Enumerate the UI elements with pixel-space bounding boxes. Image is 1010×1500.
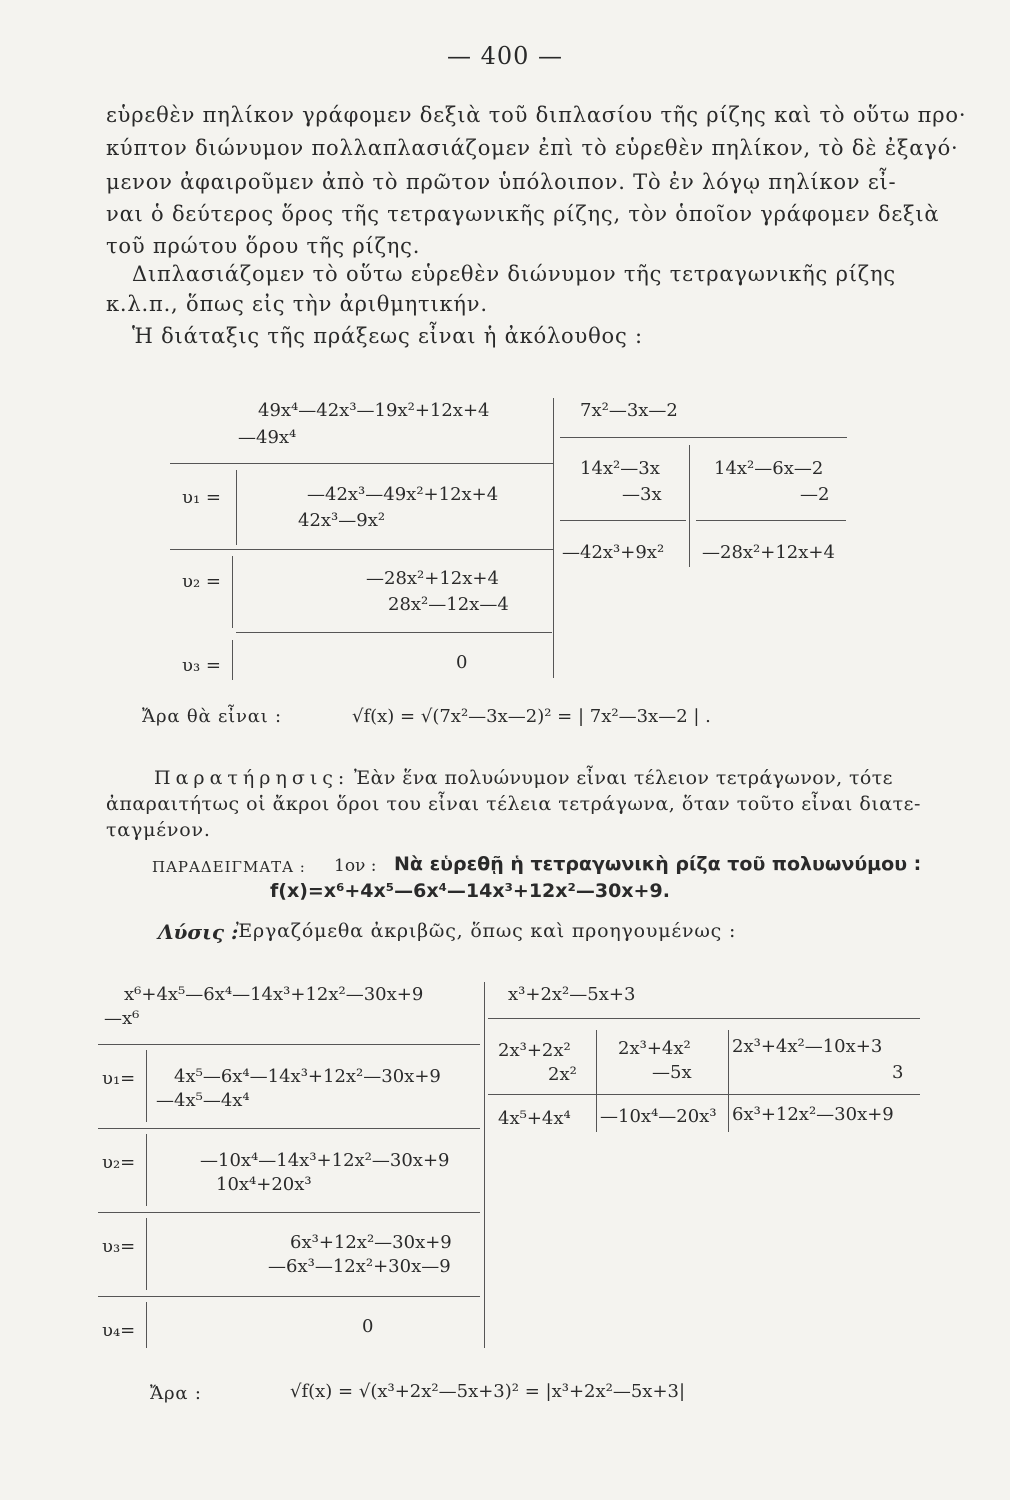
- scheme1-col1-b: —3x: [622, 484, 662, 505]
- remainder-label-3: υ₃=: [102, 1236, 136, 1257]
- intro-line-3: μενον ἀφαιροῦμεν ἀπὸ τὸ πρῶτον ὑπόλοιπον. Τὸ ἐν λόγῳ πηλίκον εἶ-: [106, 170, 897, 194]
- scheme2-sub-2: 10x⁴+20x³: [216, 1174, 312, 1195]
- scheme1-conclusion: √f(x) = √(7x²—3x—2)² = | 7x²—3x—2 | .: [352, 706, 711, 727]
- rule: [560, 520, 686, 521]
- scheme1-sub-2: 28x²—12x—4: [388, 594, 509, 615]
- scheme2-remainder-3: 6x³+12x²—30x+9: [290, 1232, 452, 1253]
- rule: [146, 1134, 147, 1206]
- rule: [98, 1212, 480, 1213]
- rule: [728, 1030, 729, 1132]
- scheme1-col2-c: —28x²+12x+4: [702, 542, 835, 563]
- rule: [98, 1044, 480, 1045]
- scheme2-remainder-1: 4x⁵—6x⁴—14x³+12x²—30x+9: [174, 1066, 441, 1087]
- scheme1-remainder-2: —28x²+12x+4: [366, 568, 499, 589]
- scheme2-conclusion: √f(x) = √(x³+2x²—5x+3)² = |x³+2x²—5x+3|: [290, 1381, 686, 1402]
- scheme2-poly: x⁶+4x⁵—6x⁴—14x³+12x²—30x+9: [124, 984, 424, 1005]
- scheme1-col2-b: —2: [800, 484, 830, 505]
- rule: [170, 463, 553, 464]
- remainder-label-2: υ₂=: [102, 1152, 136, 1173]
- intro-line-7: κ.λ.π., ὅπως εἰς τὴν ἀριθμητικήν.: [106, 292, 488, 316]
- remainder-label-4: υ₄=: [102, 1320, 136, 1341]
- note-line-2: ἀπαραιτήτως οἱ ἄκροι ὅροι του εἶναι τέλεια τετράγωνα, ὅταν τοῦτο εἶναι διατε-: [106, 793, 921, 815]
- example-formula: f(x)=x⁶+4x⁵—6x⁴—14x³+12x²—30x+9.: [270, 880, 670, 902]
- page-number: — 400 —: [446, 42, 564, 70]
- rule: [146, 1302, 147, 1348]
- scheme1-root: 7x²—3x—2: [580, 400, 678, 421]
- scheme1-sub-1: 42x³—9x²: [298, 510, 386, 531]
- rule: [696, 520, 846, 521]
- rule: [170, 549, 553, 550]
- rule: [236, 632, 552, 633]
- rule: [232, 640, 233, 680]
- scheme2-col1-a: 2x³+2x²: [498, 1040, 571, 1061]
- intro-line-5: τοῦ πρώτου ὅρου τῆς ρίζης.: [106, 234, 421, 258]
- scheme2-col2-a: 2x³+4x²: [618, 1038, 691, 1059]
- intro-line-1: εὑρεθὲν πηλίκον γράφομεν δεξιὰ τοῦ διπλασίου τῆς ρίζης καὶ τὸ οὕτω προ·: [106, 103, 967, 127]
- remainder-label-1: υ₁=: [102, 1068, 136, 1089]
- remainder-label-3: υ₃ =: [182, 655, 221, 676]
- scheme1-col1-c: —42x³+9x²: [562, 542, 665, 563]
- scheme2-sub-3: —6x³—12x²+30x—9: [268, 1256, 451, 1277]
- scheme1-col2-a: 14x²—6x—2: [714, 458, 824, 479]
- scheme2-remainder-4: 0: [362, 1316, 374, 1337]
- solution-label: Λύσις :: [158, 920, 239, 944]
- scheme1-conclusion-label: Ἄρα θὰ εἶναι :: [142, 706, 282, 727]
- scheme1-remainder-3: 0: [456, 652, 468, 673]
- remainder-label-2: υ₂ =: [182, 571, 221, 592]
- note-line-3: ταγμένον.: [106, 819, 211, 841]
- rule: [232, 556, 233, 628]
- scheme2-sub-1: —4x⁵—4x⁴: [156, 1090, 250, 1111]
- scheme1-poly: 49x⁴—42x³—19x²+12x+4: [258, 400, 490, 421]
- scheme2-sub0: —x⁶: [104, 1008, 140, 1029]
- example-number: 1ον :: [334, 856, 377, 876]
- scheme1-col1-a: 14x²—3x: [580, 458, 660, 479]
- intro-line-8: Ἡ διάταξις τῆς πράξεως εἶναι ἡ ἀκόλουθος :: [132, 324, 643, 348]
- scheme2-root: x³+2x²—5x+3: [508, 984, 636, 1005]
- scheme1-sub0: —49x⁴: [238, 427, 297, 448]
- scheme2-col3-b: 3: [892, 1062, 904, 1083]
- scheme2-col1-b: 2x²: [548, 1064, 577, 1085]
- scheme2-remainder-2: —10x⁴—14x³+12x²—30x+9: [200, 1150, 450, 1171]
- scheme2-col3-c: 6x³+12x²—30x+9: [732, 1104, 894, 1125]
- scheme2-col2-b: —5x: [652, 1062, 692, 1083]
- remainder-label-1: υ₁ =: [182, 487, 221, 508]
- rule: [488, 1018, 920, 1019]
- rule: [596, 1030, 597, 1132]
- scheme1-remainder-1: —42x³—49x²+12x+4: [307, 484, 499, 505]
- solution-text: Ἐργαζόμεθα ἀκριβῶς, ὅπως καὶ προηγουμένως :: [236, 920, 737, 942]
- rule: [236, 470, 237, 545]
- rule: [689, 445, 690, 567]
- scheme2-conclusion-label: Ἄρα :: [150, 1383, 202, 1404]
- intro-line-2: κύπτον διώνυμον πολλαπλασιάζομεν ἐπὶ τὸ εὑρεθὲν πηλίκον, τὸ δὲ ἐξαγό·: [106, 136, 959, 160]
- intro-line-4: ναι ὁ δεύτερος ὅρος τῆς τετραγωνικῆς ρίζης, τὸν ὁποῖον γράφομεν δεξιὰ: [106, 202, 940, 226]
- example-label: ΠΑΡΑΔΕΙΓΜΑΤΑ :: [152, 858, 306, 876]
- intro-line-6: Διπλασιάζομεν τὸ οὕτω εὑρεθὲν διώνυμον τῆς τετραγωνικῆς ρίζης: [132, 262, 896, 286]
- rule: [553, 398, 554, 678]
- scheme2-col1-c: 4x⁵+4x⁴: [498, 1108, 571, 1129]
- note-label: Παρατήρησις:: [154, 767, 350, 789]
- note-line-1: Ἐὰν ἕνα πολυώνυμον εἶναι τέλειον τετράγωνον, τότε: [354, 767, 893, 789]
- scheme2-col2-c: —10x⁴—20x³: [600, 1106, 717, 1127]
- rule: [98, 1128, 480, 1129]
- rule: [98, 1296, 480, 1297]
- scheme2-col3-a: 2x³+4x²—10x+3: [732, 1036, 883, 1057]
- rule: [484, 982, 485, 1348]
- rule: [560, 437, 847, 438]
- rule: [146, 1050, 147, 1122]
- rule: [488, 1094, 920, 1095]
- rule: [146, 1218, 147, 1290]
- example-statement: Νὰ εὑρεθῇ ἡ τετραγωνικὴ ρίζα τοῦ πολυωνύμου :: [394, 853, 922, 875]
